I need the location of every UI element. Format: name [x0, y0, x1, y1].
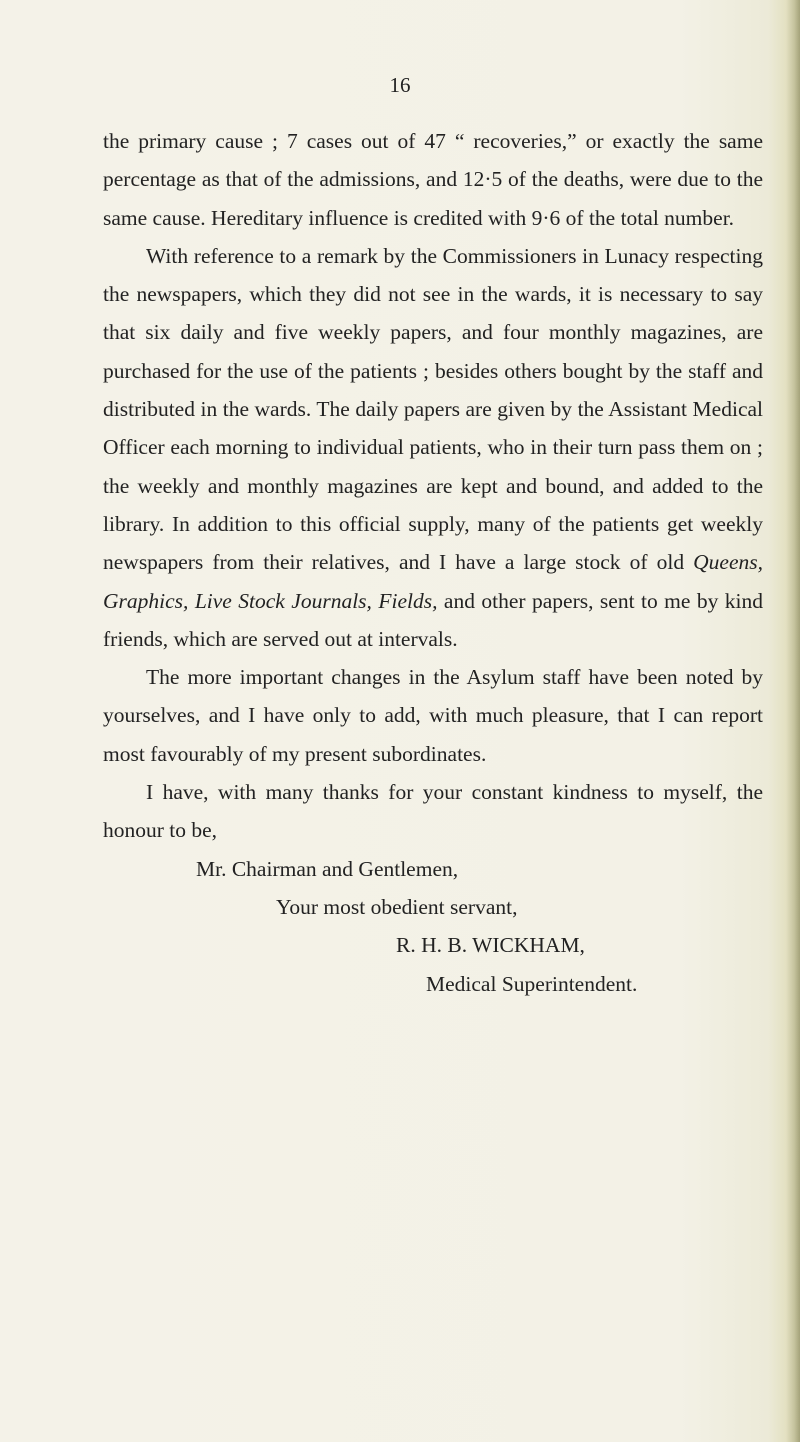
paragraph-2-italic-titles: Queens, Graphics, Live Stock Journals, Fields, [103, 550, 763, 613]
paragraph-1: the primary cause ; 7 cases out of 47 “ recoveries,” or exactly the same percentage as that of the admissions, and 12·5 of the deaths, were due to the same cause. Hereditary influence is credited with 9·6 of the total number. [103, 129, 763, 230]
paragraph-2-text-after: and other papers, sent to me by kind friends, which are served out at intervals. [103, 588, 763, 651]
closing-valediction: Your most obedient servant, [276, 894, 518, 919]
signatory-title: Medical Superintendent. [426, 971, 638, 996]
signature: R. H. B. WICKHAM, [396, 933, 585, 958]
closing-salutation: Mr. Chairman and Gentlemen, [196, 856, 459, 881]
body-text [103, 122, 763, 1003]
page-edge-shadow [786, 0, 800, 1442]
page-number: 16 [389, 73, 411, 97]
paragraph-2 [103, 237, 763, 658]
paragraph-3: The more important changes in the Asylum staff have been noted by yourselves, and I have only to add, with much pleasure, that I can report most favourably of my present subordinates. [103, 665, 763, 766]
paragraph-4: I have, with many thanks for your constant kindness to myself, the honour to be, [103, 780, 763, 843]
paragraph-2-text-before: With reference to a remark by the Commissioners in Lunacy respecting the newspapers, which they did not see in the wards, it is necessary to say that six daily and five weekly papers, and four monthly magazines, are purchased for the use of the patients ; besides others bought by the staff and distributed in the wards. The daily papers are given by the Assistant Medical Officer each morning to individual patients, who in their turn pass them on ; the weekly and monthly magazines are kept and bound, and added to the library. In addition to this official supply, many of the patients get weekly newspapers from their relatives, and I have a large stock of old [103, 243, 763, 575]
letter-closing [103, 850, 763, 1003]
